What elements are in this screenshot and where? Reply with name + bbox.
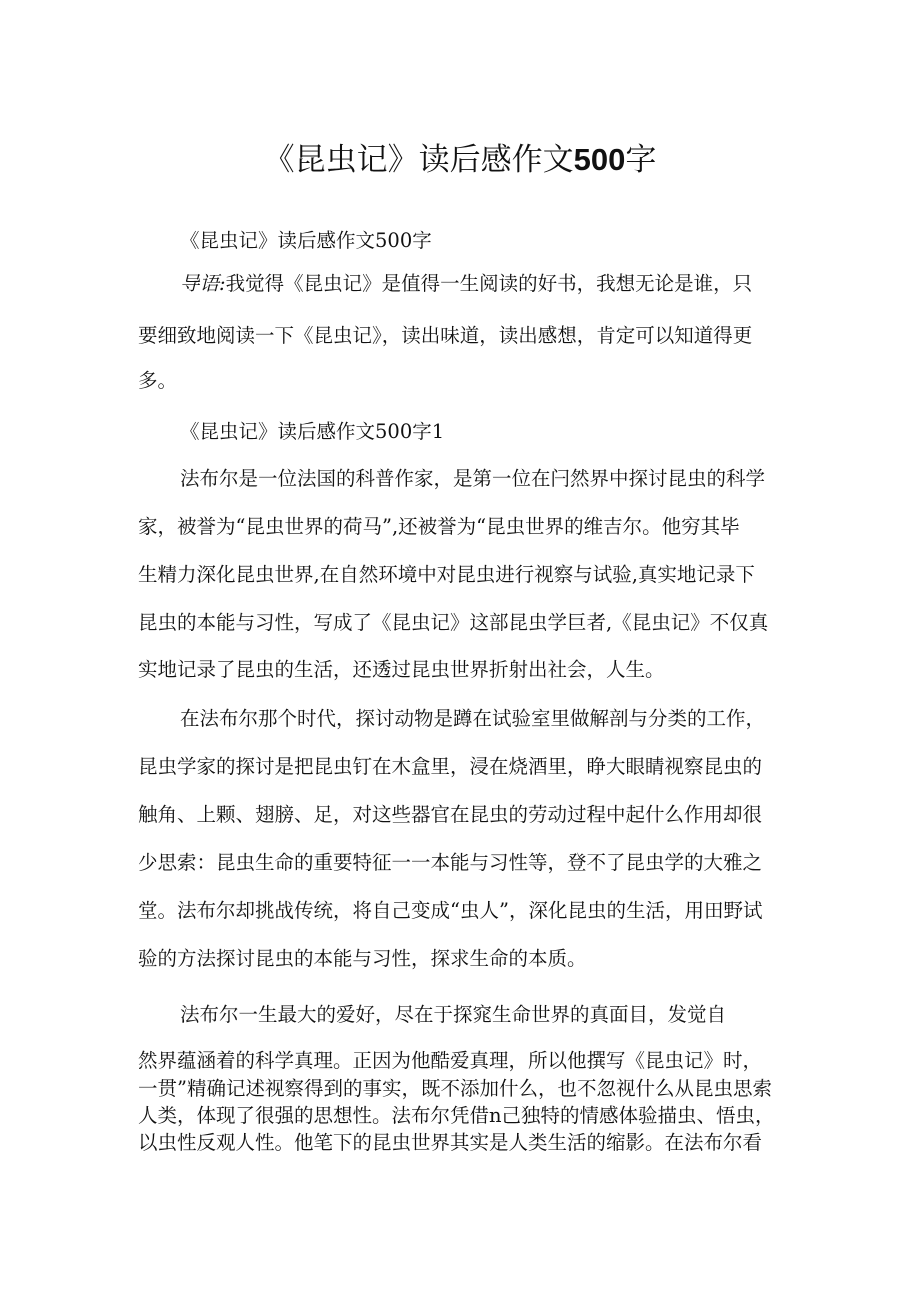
paragraph3-line: 然界蕴涵着的科学真理。正因为他酷爱真理，所以他撰写《昆虫记》时， <box>138 1049 763 1072</box>
paragraph3-line: 以虫性反观人性。他笔下的昆虫世界其实是人类生活的缩影。在法布尔看 <box>138 1131 763 1154</box>
paragraph2-line: 在法布尔那个时代，探讨动物是蹲在试验室里做解剖与分类的工作， <box>180 707 766 730</box>
subtitle: 《昆虫记》读后感作文500字 <box>180 229 432 252</box>
section-heading: 《昆虫记》读后感作文500字1 <box>180 420 445 443</box>
paragraph2-line: 堂。法布尔却挑战传统，将自己变成“虫人”，深化昆虫的生活，用田野试 <box>138 899 763 922</box>
intro-line-3: 多。 <box>138 369 178 392</box>
paragraph2-line: 验的方法探讨昆虫的本能与习性，探求生命的本质。 <box>138 947 587 970</box>
intro-line-2: 要细致地阅读一下《昆虫记》，读出味道，读出感想，肯定可以知道得更 <box>138 324 753 347</box>
paragraph1-line: 实地记录了昆虫的生活，还透过昆虫世界折射出社会，人生。 <box>138 658 665 681</box>
paragraph3-line: 一贯”精确记述视察得到的事实，既不添加什么，也不忽视什么从昆虫思索 <box>138 1077 772 1100</box>
document-title: 《昆虫记》读后感作文500字 <box>263 142 657 178</box>
intro-label: 导语: <box>180 272 226 295</box>
paragraph3-first-line: 法布尔一生最大的爱好，尽在于探窕生命世界的真面目，发觉自 <box>180 1003 727 1026</box>
paragraph1-line: 生精力深化昆虫世界,在自然环境中对昆虫进行视察与试验,真实地记录下 <box>138 563 755 586</box>
paragraph1-line: 昆虫的本能与习性，写成了《昆虫记》这部昆虫学巨者,《昆虫记》不仅真 <box>138 611 769 634</box>
paragraph2-line: 少思索：昆虫生命的重要特征一一本能与习性等，登不了昆虫学的大雅之 <box>138 851 763 874</box>
paragraph3-line: 人类，体现了很强的思想性。法布尔凭借n己独特的情感体验描虫、悟虫， <box>138 1104 775 1127</box>
intro-line-1 <box>180 270 752 298</box>
paragraph2-line: 触角、上颗、翅膀、足，对这些器官在昆虫的劳动过程中起什么作用却很 <box>138 803 763 826</box>
paragraph1-line: 家，被誉为“昆虫世界的荷马”,还被誉为“昆虫世界的维吉尔。他穷其毕 <box>138 515 740 538</box>
paragraph2-line: 昆虫学家的探讨是把昆虫钉在木盒里，浸在烧酒里，睁大眼睛视察昆虫的 <box>138 755 763 778</box>
title-number: 500 <box>573 142 626 177</box>
intro-text: 我觉得《昆虫记》是值得一生阅读的好书，我想无论是谁，只 <box>225 272 753 295</box>
paragraph1-line: 法布尔是一位法国的科普作家，是第一位在闩然界中探讨昆虫的科学 <box>180 467 766 490</box>
